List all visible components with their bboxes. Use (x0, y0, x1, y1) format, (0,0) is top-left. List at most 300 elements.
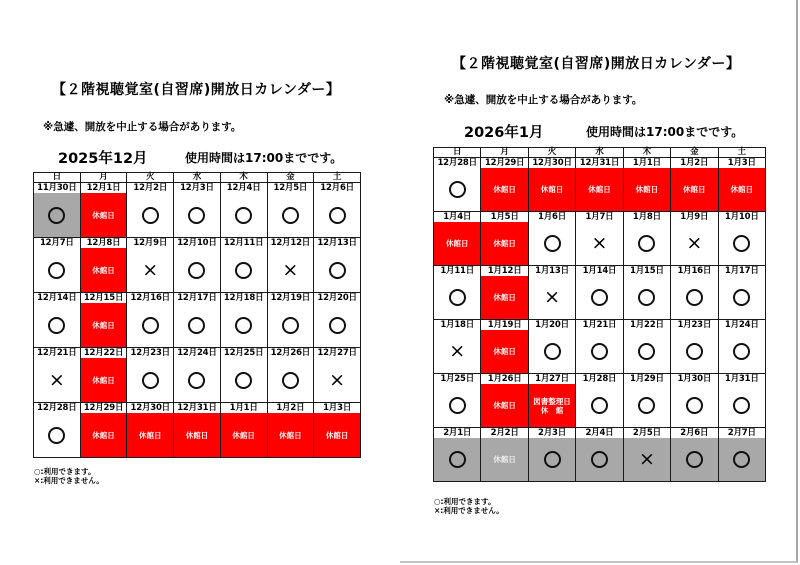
available-mark (576, 438, 622, 481)
closed-label: 休館日 (493, 455, 516, 464)
legend (34, 467, 104, 485)
closed-day-label (481, 276, 527, 319)
day-cell (34, 403, 81, 458)
circle-icon (733, 451, 750, 468)
available-mark (576, 384, 622, 427)
day-cell (127, 293, 174, 348)
day-cell (220, 183, 267, 238)
closed-label: 休館日 (185, 430, 209, 440)
day-date: 12月6日 (314, 183, 360, 193)
available-mark (719, 330, 765, 373)
cross-icon: × (142, 258, 159, 281)
day-cell (576, 266, 623, 320)
day-date: 12月9日 (127, 238, 173, 248)
circle-icon (591, 451, 608, 468)
weekday-header: 日 (434, 148, 481, 158)
closed-day-label (481, 222, 527, 265)
day-cell (267, 238, 314, 293)
circle-icon (686, 343, 703, 360)
circle-icon (686, 397, 703, 414)
cross-icon: × (449, 340, 466, 362)
day-date: 1月13日 (529, 266, 575, 276)
day-cell (718, 212, 765, 266)
day-cell (718, 374, 765, 428)
closed-label: 休館日 (683, 185, 706, 194)
usage-hours: 使用時間は17:00までです。 (185, 151, 343, 165)
closed-label: 休館日 (493, 185, 516, 194)
day-date: 12月30日 (127, 403, 173, 413)
day-cell (576, 320, 623, 374)
day-cell (481, 428, 528, 482)
weekday-header: 土 (718, 148, 765, 158)
weekday-header: 金 (671, 148, 718, 158)
cross-icon: × (638, 448, 655, 470)
closed-label: 休館日 (493, 401, 516, 410)
day-cell (481, 374, 528, 428)
unavailable-mark (34, 358, 80, 402)
circle-icon (142, 207, 159, 224)
day-cell (671, 374, 718, 428)
available-mark (34, 413, 80, 457)
weekday-header: 金 (267, 173, 314, 183)
day-cell (174, 238, 221, 293)
circle-icon (235, 317, 252, 334)
unavailable-mark (127, 248, 173, 292)
closed-label: 休館日 (92, 375, 115, 385)
available-mark (268, 303, 314, 347)
day-cell (718, 158, 765, 212)
circle-icon (48, 427, 65, 444)
unavailable-mark (314, 358, 360, 402)
closed-day-label (481, 438, 527, 481)
closed-day-label (481, 168, 527, 211)
circle-icon (282, 372, 299, 389)
weekday-header: 月 (80, 173, 127, 183)
available-mark (624, 222, 670, 265)
circle-icon (329, 262, 346, 279)
circle-icon (188, 262, 205, 279)
day-date: 1月21日 (576, 320, 622, 330)
available-mark (529, 330, 575, 373)
day-date: 1月15日 (624, 266, 670, 276)
day-date: 1月1日 (624, 158, 670, 168)
circle-icon (449, 451, 466, 468)
day-date: 1月5日 (481, 212, 527, 222)
day-date: 12月22日 (81, 348, 127, 358)
day-date: 1月3日 (719, 158, 765, 168)
week-row (34, 348, 361, 403)
day-cell (174, 403, 221, 458)
day-cell (267, 183, 314, 238)
closed-label: 休館日 (92, 430, 115, 440)
day-date: 2月3日 (529, 428, 575, 438)
day-cell (267, 293, 314, 348)
weekday-header: 木 (623, 148, 670, 158)
closed-day-label (624, 168, 670, 211)
available-mark (174, 358, 220, 402)
day-date: 12月25日 (221, 348, 267, 358)
unavailable-mark (434, 330, 480, 373)
legend-open: ○:利用できます。 (34, 467, 96, 476)
day-cell (174, 293, 221, 348)
day-date: 1月19日 (481, 320, 527, 330)
circle-icon (686, 451, 703, 468)
circle-icon (48, 207, 65, 224)
weekday-header: 土 (314, 173, 361, 183)
available-mark (314, 193, 360, 237)
day-date: 1月29日 (624, 374, 670, 384)
closed-day-label (529, 168, 575, 211)
day-date: 12月18日 (221, 293, 267, 303)
closed-day-label (81, 248, 127, 292)
day-date: 12月4日 (221, 183, 267, 193)
available-mark (719, 384, 765, 427)
day-cell (80, 403, 127, 458)
day-date: 12月16日 (127, 293, 173, 303)
available-mark (221, 358, 267, 402)
circle-icon (449, 289, 466, 306)
closed-label: 休館日 (445, 239, 469, 248)
day-cell (127, 183, 174, 238)
day-date: 2月6日 (671, 428, 717, 438)
day-date: 1月2日 (268, 403, 314, 413)
day-cell (576, 158, 623, 212)
week-row (34, 183, 361, 238)
available-mark (434, 168, 480, 211)
circle-icon (544, 343, 561, 360)
closed-label: 休館日 (279, 430, 302, 440)
circle-icon (329, 317, 346, 334)
week-row (34, 238, 361, 293)
day-date: 12月27日 (314, 348, 360, 358)
day-cell (528, 320, 575, 374)
circle-icon (544, 451, 561, 468)
day-date: 1月24日 (719, 320, 765, 330)
circle-icon (638, 289, 655, 306)
closed-day-label (576, 168, 622, 211)
day-cell (671, 428, 718, 482)
day-date: 1月16日 (671, 266, 717, 276)
circle-icon (591, 289, 608, 306)
available-mark (529, 438, 575, 481)
circle-icon (733, 289, 750, 306)
day-cell (220, 348, 267, 403)
day-cell (127, 348, 174, 403)
closed-label: 休館日 (493, 293, 516, 302)
closure-notice: ※急遽、開放を中止する場合があります。 (444, 94, 643, 106)
available-mark (719, 222, 765, 265)
circle-icon (282, 207, 299, 224)
closed-label: 図書整理日 (533, 396, 571, 406)
week-row (434, 428, 766, 482)
day-date: 1月11日 (434, 266, 480, 276)
day-cell (481, 266, 528, 320)
circle-icon (638, 235, 655, 252)
day-cell (528, 212, 575, 266)
available-mark (529, 222, 575, 265)
day-cell (80, 348, 127, 403)
day-cell (34, 238, 81, 293)
available-mark (719, 438, 765, 481)
circle-icon (733, 343, 750, 360)
weekday-header-row (434, 148, 766, 158)
day-cell (34, 183, 81, 238)
day-date: 12月28日 (434, 158, 480, 168)
day-date: 12月29日 (81, 403, 127, 413)
available-mark (127, 303, 173, 347)
legend (434, 497, 504, 515)
day-date: 12月13日 (314, 238, 360, 248)
weekday-header: 火 (127, 173, 174, 183)
day-date: 1月22日 (624, 320, 670, 330)
available-mark (434, 276, 480, 319)
day-cell (718, 266, 765, 320)
circle-icon (235, 372, 252, 389)
closed-label: 休館日 (540, 185, 564, 194)
day-cell (671, 320, 718, 374)
closed-day-label (314, 413, 360, 457)
available-mark (314, 248, 360, 292)
closed-label: 休館日 (730, 185, 754, 194)
day-date: 1月3日 (314, 403, 360, 413)
available-mark (34, 303, 80, 347)
available-mark (127, 358, 173, 402)
closed-label: 休館日 (588, 185, 611, 194)
day-date: 12月5日 (268, 183, 314, 193)
weekday-header: 月 (481, 148, 528, 158)
day-cell (220, 238, 267, 293)
weekday-header: 火 (528, 148, 575, 158)
week-row (434, 212, 766, 266)
available-mark (127, 193, 173, 237)
day-cell (267, 403, 314, 458)
day-date: 12月1日 (81, 183, 127, 193)
legend-unavailable: ×:利用できません。 (434, 506, 504, 515)
day-cell (481, 320, 528, 374)
closed-day-label (81, 193, 127, 237)
circle-icon (48, 317, 65, 334)
closed-label: 休館日 (232, 430, 255, 440)
day-cell (671, 158, 718, 212)
day-date: 12月14日 (34, 293, 80, 303)
day-cell (174, 183, 221, 238)
closed-day-label (174, 413, 220, 457)
week-row (34, 403, 361, 458)
weekday-header: 水 (174, 173, 221, 183)
day-date: 1月10日 (719, 212, 765, 222)
closed-day-label (127, 413, 173, 457)
available-mark (624, 276, 670, 319)
day-cell (314, 238, 361, 293)
day-date: 1月28日 (576, 374, 622, 384)
day-date: 11月30日 (34, 183, 80, 193)
available-mark (268, 193, 314, 237)
unavailable-mark (529, 276, 575, 319)
day-cell (576, 428, 623, 482)
available-mark (719, 276, 765, 319)
available-mark (434, 384, 480, 427)
day-cell (314, 183, 361, 238)
legend-open: ○:利用できます。 (434, 497, 496, 506)
available-mark (221, 193, 267, 237)
day-cell (434, 212, 481, 266)
day-cell (34, 293, 81, 348)
day-date: 1月4日 (434, 212, 480, 222)
day-date: 2月7日 (719, 428, 765, 438)
day-date: 12月11日 (221, 238, 267, 248)
circle-icon (449, 397, 466, 414)
day-date: 1月31日 (719, 374, 765, 384)
circle-icon (449, 181, 466, 198)
circle-icon (686, 289, 703, 306)
day-cell (623, 428, 670, 482)
closed-label: 休館日 (139, 430, 162, 440)
closed-day-label (81, 303, 127, 347)
closed-label: 休館日 (92, 320, 115, 330)
closure-notice: ※急遽、開放を中止する場合があります。 (43, 121, 242, 133)
day-cell (220, 293, 267, 348)
day-date: 1月6日 (529, 212, 575, 222)
day-date: 12月7日 (34, 238, 80, 248)
weekday-header: 水 (576, 148, 623, 158)
day-date: 1月30日 (671, 374, 717, 384)
day-cell (528, 428, 575, 482)
available-mark (174, 248, 220, 292)
closed-day-label (671, 168, 717, 211)
available-mark (34, 248, 80, 292)
circle-icon (188, 207, 205, 224)
weekday-header-row (34, 173, 361, 183)
available-mark (221, 248, 267, 292)
circle-icon (142, 317, 159, 334)
day-date: 12月12日 (268, 238, 314, 248)
calendar-table (433, 147, 766, 482)
closed-day-label (81, 413, 127, 457)
day-date: 12月31日 (174, 403, 220, 413)
unavailable-mark (671, 222, 717, 265)
day-cell (80, 238, 127, 293)
cross-icon: × (329, 368, 346, 391)
closed-label: 休館日 (92, 210, 115, 220)
day-cell (314, 293, 361, 348)
week-row (434, 158, 766, 212)
day-date: 12月10日 (174, 238, 220, 248)
day-cell (623, 158, 670, 212)
day-date: 12月29日 (481, 158, 527, 168)
closed-day-label (719, 168, 765, 211)
closed-label: 休館日 (493, 239, 516, 248)
day-date: 12月26日 (268, 348, 314, 358)
available-mark (624, 330, 670, 373)
day-cell (623, 320, 670, 374)
available-mark (671, 384, 717, 427)
closed-day-label (481, 330, 527, 373)
day-date: 1月20日 (529, 320, 575, 330)
day-cell (623, 374, 670, 428)
day-date: 1月8日 (624, 212, 670, 222)
day-date: 1月26日 (481, 374, 527, 384)
day-cell (220, 403, 267, 458)
day-cell (434, 266, 481, 320)
day-cell (174, 348, 221, 403)
closed-day-label (81, 358, 127, 402)
day-date: 1月23日 (671, 320, 717, 330)
day-date: 1月7日 (576, 212, 622, 222)
cross-icon: × (591, 232, 608, 254)
cross-icon: × (282, 258, 299, 281)
day-date: 1月1日 (221, 403, 267, 413)
cross-icon: × (544, 286, 561, 308)
available-mark (221, 303, 267, 347)
circle-icon (591, 343, 608, 360)
closed-label-2: 休 館 (540, 405, 564, 415)
day-date: 12月30日 (529, 158, 575, 168)
day-date: 12月3日 (174, 183, 220, 193)
day-cell (718, 320, 765, 374)
day-cell (34, 348, 81, 403)
day-date: 2月4日 (576, 428, 622, 438)
day-date: 12月15日 (81, 293, 127, 303)
day-cell (434, 158, 481, 212)
day-date: 12月21日 (34, 348, 80, 358)
closed-label: 休館日 (92, 265, 115, 275)
day-cell (267, 348, 314, 403)
available-mark (314, 303, 360, 347)
day-cell (434, 428, 481, 482)
legend-unavailable: ×:利用できません。 (34, 476, 104, 485)
day-date: 2月1日 (434, 428, 480, 438)
circle-icon (142, 372, 159, 389)
day-cell (481, 212, 528, 266)
circle-icon (48, 262, 65, 279)
week-row (434, 374, 766, 428)
available-mark (576, 276, 622, 319)
cross-icon: × (686, 232, 703, 254)
circle-icon (733, 397, 750, 414)
day-date: 1月18日 (434, 320, 480, 330)
day-cell (127, 238, 174, 293)
closed-label: 休館日 (493, 347, 516, 356)
day-date: 1月12日 (481, 266, 527, 276)
day-cell (434, 320, 481, 374)
calendar-table (33, 172, 361, 458)
circle-icon (638, 343, 655, 360)
week-row (34, 293, 361, 348)
available-mark (174, 193, 220, 237)
weekday-header: 木 (220, 173, 267, 183)
day-cell (623, 212, 670, 266)
day-date: 1月2日 (671, 158, 717, 168)
week-row (434, 320, 766, 374)
unavailable-mark (576, 222, 622, 265)
weekday-header: 日 (34, 173, 81, 183)
circle-icon (188, 372, 205, 389)
available-mark (576, 330, 622, 373)
day-cell (528, 158, 575, 212)
available-mark (268, 358, 314, 402)
closed-day-label (529, 384, 575, 427)
usage-hours: 使用時間は17:00までです。 (586, 125, 744, 139)
day-date: 12月28日 (34, 403, 80, 413)
day-cell (481, 158, 528, 212)
circle-icon (733, 235, 750, 252)
sheet-title: 【２階視聴覚室(自習席)開放日カレンダー】 (452, 56, 741, 72)
closed-label: 休館日 (635, 185, 659, 194)
day-cell (80, 183, 127, 238)
cross-icon: × (48, 368, 65, 391)
day-cell (80, 293, 127, 348)
available-mark (434, 438, 480, 481)
